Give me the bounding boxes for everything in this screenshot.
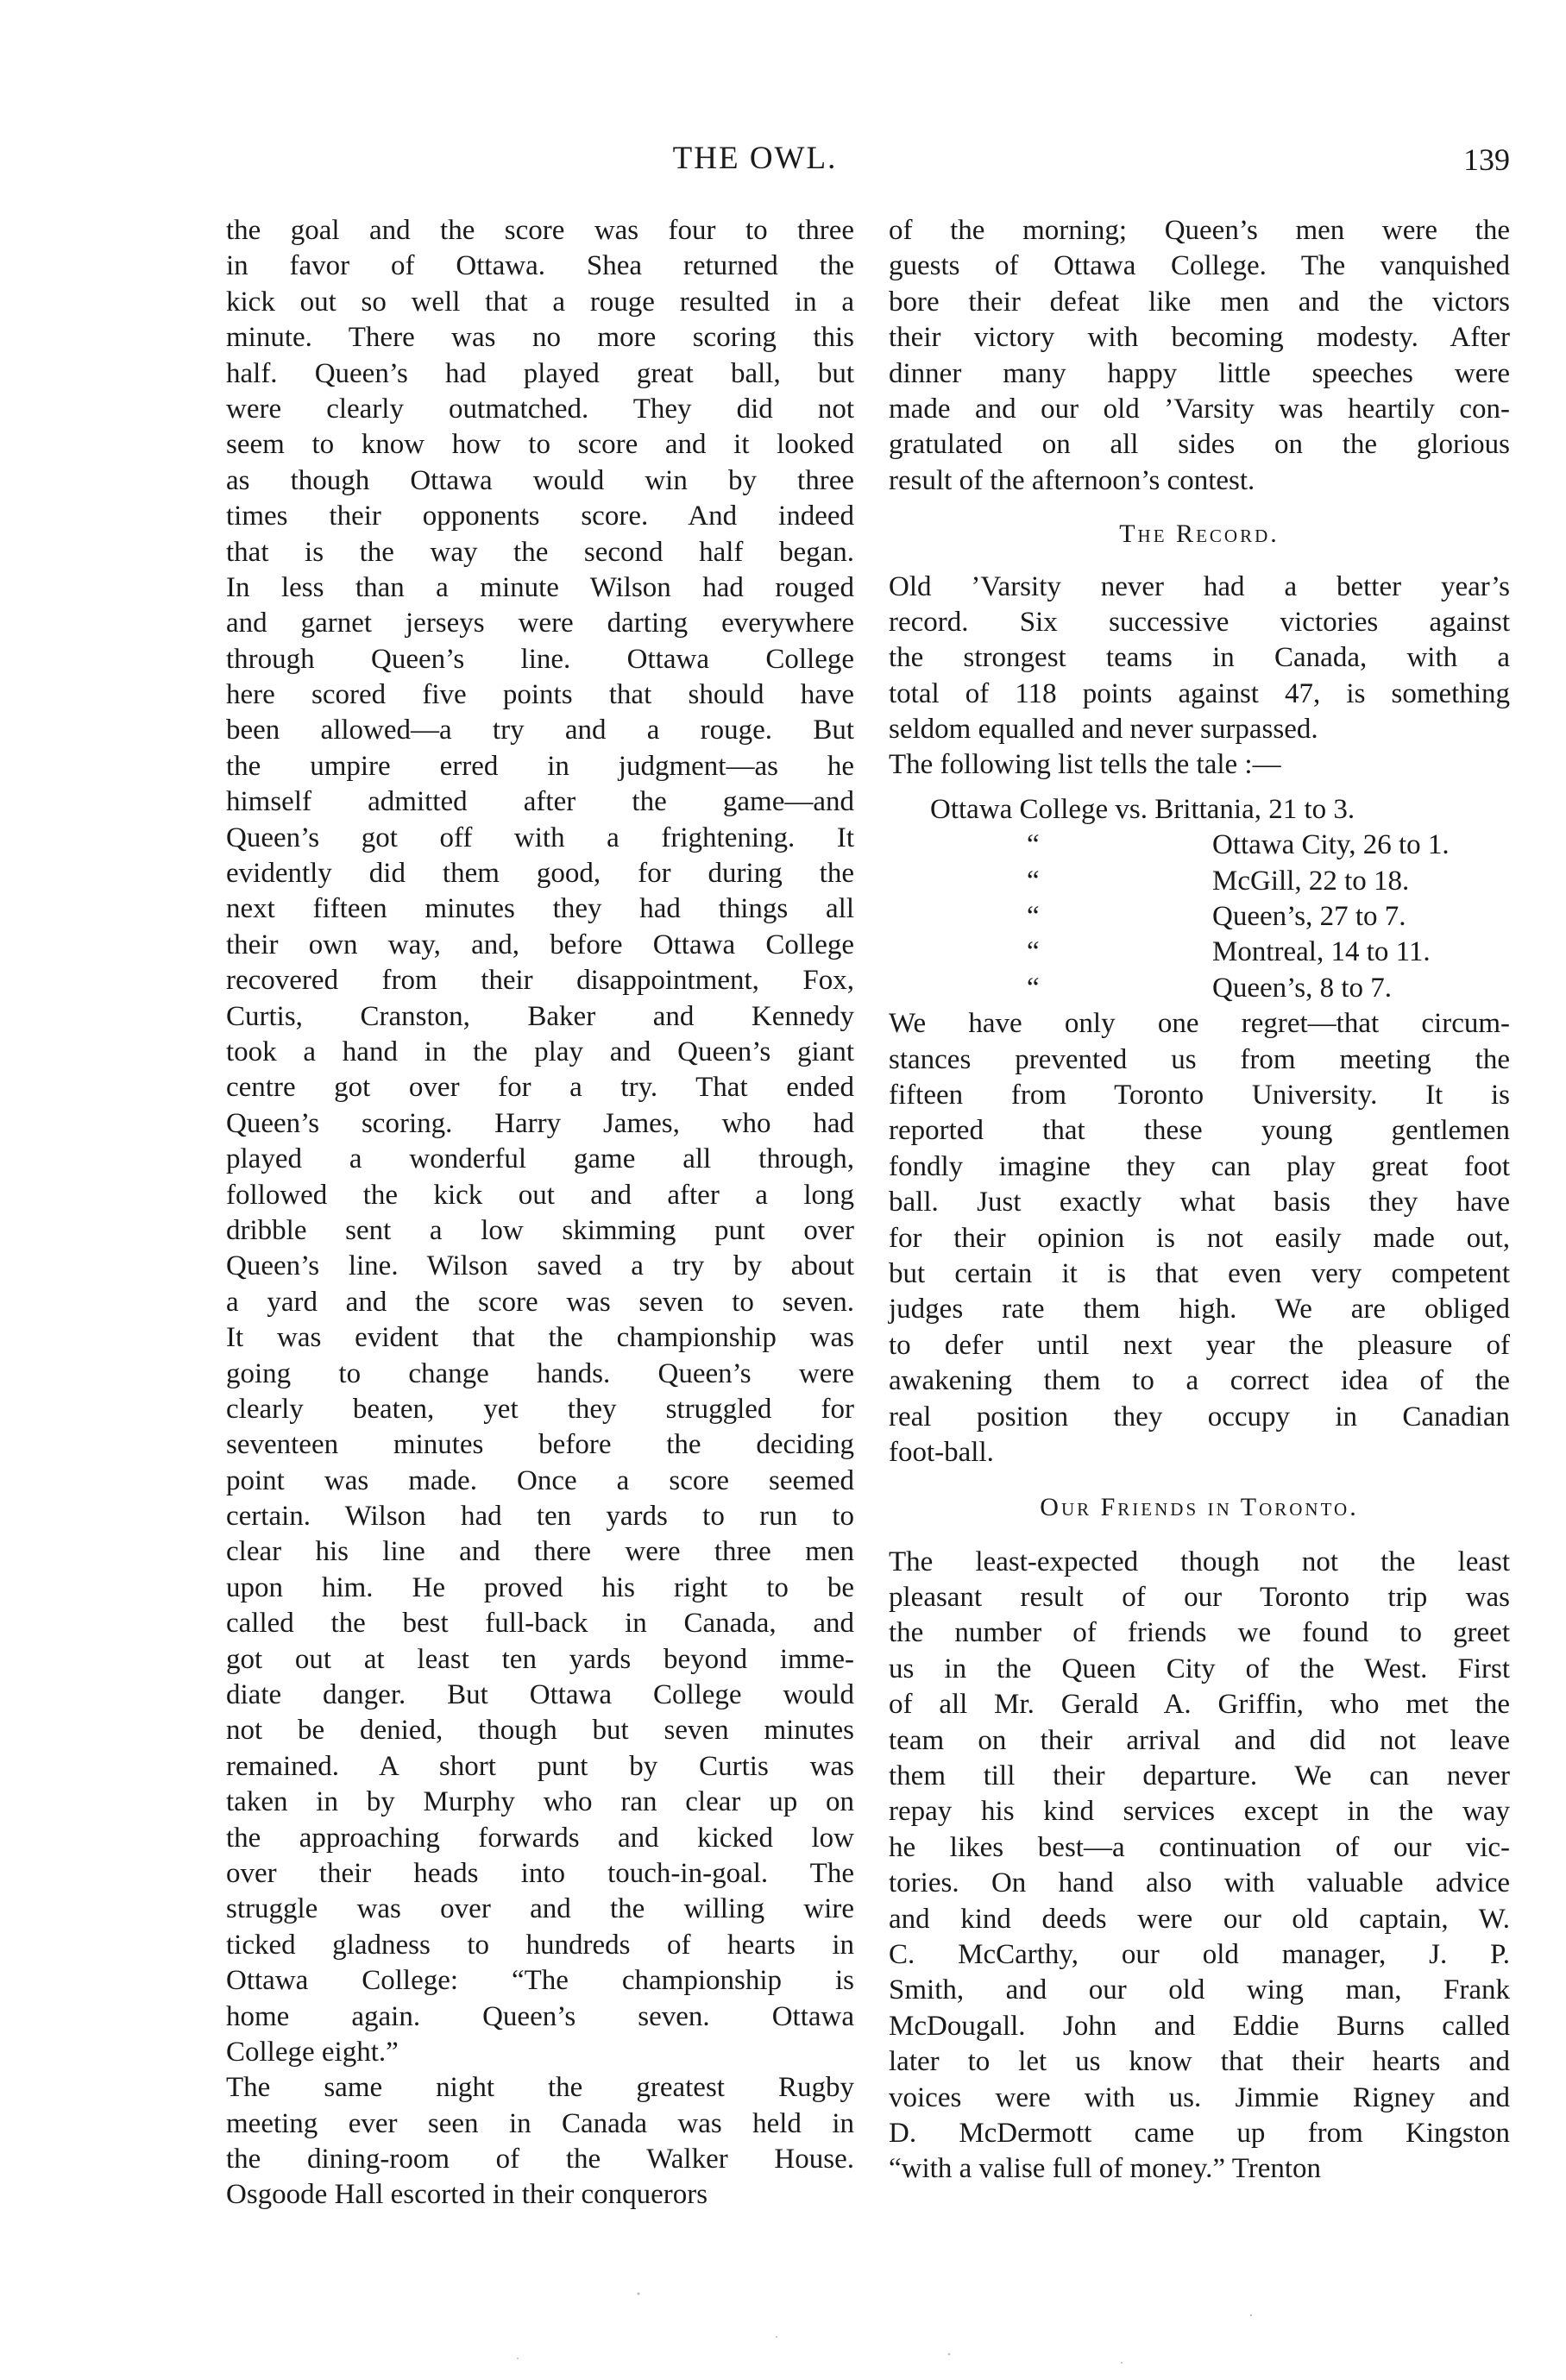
text-line: upon him. He proved his right to be (226, 1571, 854, 1603)
ditto-mark: “ (1027, 901, 1040, 933)
text-line: himself admitted after the game—and (226, 786, 854, 818)
record-row (889, 971, 1510, 1006)
ditto-mark: “ (1027, 865, 1040, 897)
text-line: In less than a minute Wilson had rouged (226, 571, 854, 603)
text-line: Old ’Varsity never had a better year’s (889, 570, 1510, 602)
text-line: bore their defeat like men and the victors (889, 286, 1510, 318)
text-line: clearly beaten, yet they struggled for (226, 1393, 854, 1425)
text-line: their victory with becoming modesty. After (889, 322, 1510, 354)
text-line: of the morning; Queen’s men were the (889, 215, 1510, 246)
record-row (889, 828, 1510, 863)
text-line: result of the afternoon’s contest. (889, 464, 1255, 496)
text-line: next fifteen minutes they had things all (226, 893, 854, 925)
text-line: and garnet jerseys were darting everywhere (226, 608, 854, 639)
text-line: to defer until next year the pleasure of (889, 1329, 1510, 1361)
section-heading-record: The Record. (1119, 519, 1280, 549)
text-line: not be denied, though but seven minutes (226, 1715, 854, 1747)
text-line: them till their departure. We can never (889, 1760, 1510, 1792)
spacer (889, 499, 1510, 516)
text-line: “with a valise full of money.” Trenton (889, 2153, 1322, 2185)
text-line: evidently did them good, for during the (226, 858, 854, 890)
text-line: Curtis, Cranston, Baker and Kennedy (226, 1000, 854, 1032)
text-line: their own way, and, before Ottawa College (226, 929, 854, 960)
ditto-mark: “ (1027, 936, 1040, 968)
record-result: Queen’s, 27 to 7. (1212, 901, 1406, 933)
text-line: going to change hands. Queen’s were (226, 1357, 854, 1389)
text-line: dribble sent a low skimming punt over (226, 1214, 854, 1246)
text-line: times their opponents score. And indeed (226, 501, 854, 532)
text-line: half. Queen’s had played great ball, but (226, 357, 854, 389)
text-line: made and our old ’Varsity was heartily con- (889, 393, 1510, 425)
text-line: Queen’s scoring. Harry James, who had (226, 1107, 854, 1139)
record-result: Ottawa City, 26 to 1. (1212, 829, 1450, 861)
text-line: minute. There was no more scoring this (226, 322, 854, 354)
text-line: D. McDermott came up from Kingston (889, 2117, 1510, 2149)
record-result: McGill, 22 to 18. (1212, 865, 1410, 897)
text-line: ticked gladness to hundreds of hearts in (226, 1929, 854, 1961)
running-head (242, 140, 1510, 183)
page-number: 139 (1463, 142, 1510, 177)
text-line: diate danger. But Ottawa College would (226, 1679, 854, 1711)
text-line: he likes best—a continuation of our vic- (889, 1831, 1510, 1863)
text-line: remained. A short punt by Curtis was (226, 1750, 854, 1782)
text-line: us in the Queen City of the West. First (889, 1653, 1510, 1684)
left-column (226, 213, 854, 2213)
text-line: record. Six successive victories against (889, 606, 1510, 638)
spacer (889, 552, 1510, 570)
text-line: and kind deeds were our old captain, W. (889, 1903, 1510, 1935)
text-line: recovered from their disappointment, Fox, (226, 965, 854, 997)
text-line: played a wonderful game all through, (226, 1143, 854, 1175)
record-row (889, 792, 1510, 828)
ditto-mark: “ (1027, 972, 1040, 1004)
text-line: as though Ottawa would win by three (226, 464, 854, 496)
text-line: The least-expected though not the least (889, 1546, 1510, 1577)
text-line: judges rate them high. We are obliged (889, 1294, 1510, 1325)
running-title: THE OWL. (672, 141, 838, 176)
spacer (889, 1526, 1510, 1545)
text-line: College eight.” (226, 2036, 399, 2068)
text-line: called the best full-back in Canada, and (226, 1608, 854, 1640)
text-line: stances prevented us from meeting the (889, 1043, 1510, 1075)
text-line: Osgoode Hall escorted in their conquerors (226, 2179, 708, 2211)
text-line: Ottawa College: “The championship is (226, 1965, 854, 1997)
text-line: C. McCarthy, our old manager, J. P. (889, 1938, 1510, 1970)
text-line: for their opinion is not easily made out, (889, 1222, 1510, 1254)
text-line: a yard and the score was seven to seven. (226, 1286, 854, 1318)
text-line: total of 118 points against 47, is something (889, 677, 1510, 709)
section-heading-friends: Our Friends in Toronto. (1040, 1493, 1359, 1522)
text-line: voices were with us. Jimmie Rigney and (889, 2081, 1510, 2113)
text-line: Queen’s got off with a frightening. It (226, 822, 854, 853)
right-column (889, 213, 1510, 2188)
text-line: that is the way the second half began. (226, 536, 854, 568)
text-line: the goal and the score was four to three (226, 215, 854, 246)
text-line: seem to know how to score and it looked (226, 429, 854, 461)
text-line: team on their arrival and did not leave (889, 1724, 1510, 1756)
text-line: kick out so well that a rouge resulted in a (226, 286, 854, 318)
text-line: foot-ball. (889, 1436, 994, 1468)
text-line: seventeen minutes before the deciding (226, 1429, 854, 1461)
spacer (889, 1470, 1510, 1489)
text-line: fifteen from Toronto University. It is (889, 1079, 1510, 1111)
text-line: tories. On hand also with valuable advice (889, 1867, 1510, 1899)
text-line: The following list tells the tale :— (889, 749, 1281, 781)
record-row (889, 899, 1510, 935)
text-line: taken in by Murphy who ran clear up on (226, 1786, 854, 1818)
page-specks (0, 2276, 1566, 2380)
text-line: fondly imagine they can play great foot (889, 1150, 1510, 1182)
record-row (889, 935, 1510, 970)
text-line: home again. Queen’s seven. Ottawa (226, 2000, 854, 2032)
text-line: certain. Wilson had ten yards to run to (226, 1501, 854, 1533)
text-line: in favor of Ottawa. Shea returned the (226, 250, 854, 282)
record-result: Montreal, 14 to 11. (1212, 936, 1431, 968)
text-line: the dining-room of the Walker House. (226, 2144, 854, 2175)
text-line: Smith, and our old wing man, Frank (889, 1974, 1510, 2006)
text-line: dinner many happy little speeches were (889, 357, 1510, 389)
text-line: gratulated on all sides on the glorious (889, 429, 1510, 461)
text-line: It was evident that the championship was (226, 1322, 854, 1354)
text-line: Queen’s line. Wilson saved a try by about (226, 1250, 854, 1282)
text-line: the number of friends we found to greet (889, 1617, 1510, 1649)
text-line: point was made. Once a score seemed (226, 1464, 854, 1496)
record-row (889, 864, 1510, 899)
text-line: the umpire erred in judgment—as he (226, 750, 854, 782)
text-line: but certain it is that even very competent (889, 1257, 1510, 1289)
text-line: pleasant result of our Toronto trip was (889, 1582, 1510, 1614)
text-line: the strongest teams in Canada, with a (889, 642, 1510, 674)
text-line: of all Mr. Gerald A. Griffin, who met the (889, 1689, 1510, 1721)
text-line: through Queen’s line. Ottawa College (226, 643, 854, 675)
spacer (889, 784, 1510, 792)
text-line: centre got over for a try. That ended (226, 1072, 854, 1104)
text-line: The same night the greatest Rugby (226, 2072, 854, 2104)
text-line: clear his line and there were three men (226, 1536, 854, 1568)
text-line: awakening them to a correct idea of the (889, 1365, 1510, 1397)
text-line: guests of Ottawa College. The vanquished (889, 250, 1510, 282)
text-line: later to let us know that their hearts and (889, 2046, 1510, 2078)
ditto-mark: “ (1027, 829, 1040, 861)
text-line: ball. Just exactly what basis they have (889, 1187, 1510, 1218)
text-line: seldom equalled and never surpassed. (889, 714, 1318, 746)
text-line: struggle was over and the willing wire (226, 1893, 854, 1925)
text-line: reported that these young gentlemen (889, 1115, 1510, 1147)
text-line: the approaching forwards and kicked low (226, 1822, 854, 1854)
text-line: been allowed—a try and a rouge. But (226, 715, 854, 746)
text-line: were clearly outmatched. They did not (226, 393, 854, 425)
text-line: meeting ever seen in Canada was held in (226, 2107, 854, 2139)
text-line: followed the kick out and after a long (226, 1179, 854, 1211)
record-first: Ottawa College vs. Brittania, 21 to 3. (930, 793, 1355, 825)
text-line: McDougall. John and Eddie Burns called (889, 2010, 1510, 2042)
text-line: over their heads into touch-in-goal. The (226, 1857, 854, 1889)
record-result: Queen’s, 8 to 7. (1212, 972, 1393, 1004)
text-line: here scored five points that should have (226, 679, 854, 711)
text-line: repay his kind services except in the way (889, 1796, 1510, 1828)
text-line: We have only one regret—that circum- (889, 1008, 1510, 1040)
text-line: took a hand in the play and Queen’s giant (226, 1036, 854, 1067)
text-line: real position they occupy in Canadian (889, 1401, 1510, 1432)
text-line: got out at least ten yards beyond imme- (226, 1643, 854, 1675)
